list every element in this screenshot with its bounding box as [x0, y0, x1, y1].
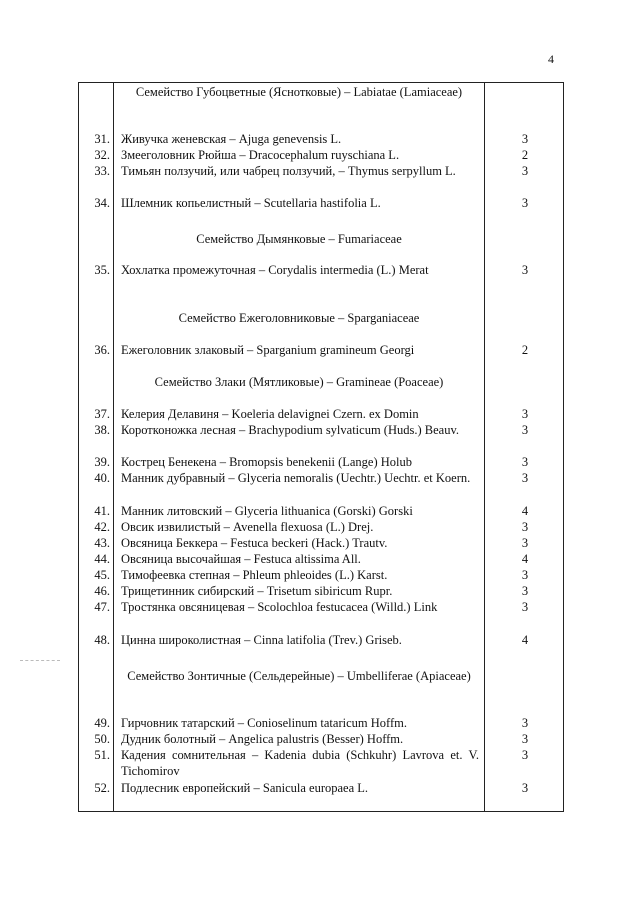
family-header-umbelliferae: Семейство Зонтичные (Сельдерейные) – Umbelliferae (Apiaceae): [127, 669, 471, 683]
row-number: 51.: [94, 748, 110, 762]
row-number: 50.: [94, 732, 110, 746]
category-value: 3: [521, 407, 529, 421]
species-name: Ежеголовник злаковый – Sparganium gramineum Georgi: [121, 343, 415, 357]
row-number: 42.: [94, 520, 110, 534]
category-value: 3: [521, 748, 529, 762]
category-value: 3: [521, 164, 529, 178]
category-value: 4: [521, 633, 529, 647]
row-number: 52.: [94, 781, 110, 795]
species-name: Кострец Бенекена – Bromopsis benekenii (Lange) Holub: [121, 455, 413, 469]
row-number: 33.: [94, 164, 110, 178]
species-name: Кадения сомнительная – Kadenia dubia (Schkuhr) Lavrova et. V. Tichomirov: [121, 748, 479, 778]
category-value: 2: [521, 343, 529, 357]
row-number: 34.: [94, 196, 110, 210]
category-value: 3: [521, 471, 529, 485]
row-number: 47.: [94, 600, 110, 614]
category-value: 4: [521, 504, 529, 518]
category-value: 3: [521, 196, 529, 210]
row-number: 40.: [94, 471, 110, 485]
species-name: Келерия Делавиня – Koeleria delavignei Czern. ex Domin: [121, 407, 419, 421]
species-name: Живучка женевская – Ajuga genevensis L.: [121, 132, 342, 146]
family-header-gramineae: Семейство Злаки (Мятликовые) – Gramineae (Poaceae): [154, 375, 444, 389]
family-header-sparganiaceae: Семейство Ежеголовниковые – Sparganiaceae: [178, 311, 420, 325]
row-number: 45.: [94, 568, 110, 582]
row-number: 37.: [94, 407, 110, 421]
species-name: Шлемник копьелистный – Scutellaria hastifolia L.: [121, 196, 381, 210]
species-name: Овсяница высочайшая – Festuca altissima All.: [121, 552, 361, 566]
category-value: 3: [521, 520, 529, 534]
category-value: 3: [521, 781, 529, 795]
row-number: 39.: [94, 455, 110, 469]
category-value: 3: [521, 584, 529, 598]
species-name: Манник дубравный – Glyceria nemoralis (Uechtr.) Uechtr. et Koern.: [121, 471, 471, 485]
family-header-labiatae: Семейство Губоцветные (Яснотковые) – Labiatae (Lamiaceae): [135, 85, 463, 99]
row-number: 38.: [94, 423, 110, 437]
row-number: 44.: [94, 552, 110, 566]
species-name: Тростянка овсяницевая – Scolochloa festucacea (Willd.) Link: [121, 600, 438, 614]
species-name: Трищетинник сибирский – Trisetum sibiricum Rupr.: [121, 584, 393, 598]
page-number: 4: [548, 52, 554, 66]
species-name: Тимофеевка степная – Phleum phleoides (L.) Karst.: [121, 568, 388, 582]
row-number: 32.: [94, 148, 110, 162]
column-divider: [113, 83, 114, 811]
species-name: Змееголовник Рюйша – Dracocephalum ruyschiana L.: [121, 148, 400, 162]
category-value: 3: [521, 455, 529, 469]
category-value: 3: [521, 423, 529, 437]
species-name: Хохлатка промежуточная – Corydalis intermedia (L.) Merat: [121, 263, 429, 277]
species-name: Коротконожка лесная – Brachypodium sylvaticum (Huds.) Beauv.: [121, 423, 460, 437]
category-value: 3: [521, 263, 529, 277]
row-number: 31.: [94, 132, 110, 146]
species-name: Подлесник европейский – Sanicula europaea L.: [121, 781, 369, 795]
category-value: 3: [521, 716, 529, 730]
column-divider: [484, 83, 485, 811]
row-number: 43.: [94, 536, 110, 550]
category-value: 3: [521, 568, 529, 582]
category-value: 2: [521, 148, 529, 162]
row-number: 49.: [94, 716, 110, 730]
category-value: 3: [521, 132, 529, 146]
row-number: 48.: [94, 633, 110, 647]
family-header-fumariaceae: Семейство Дымянковые – Fumariaceae: [196, 232, 402, 246]
species-name: Дудник болотный – Angelica palustris (Besser) Hoffm.: [121, 732, 404, 746]
species-name: Овсик извилистый – Avenella flexuosa (L.) Drej.: [121, 520, 374, 534]
row-number: 35.: [94, 263, 110, 277]
category-value: 3: [521, 732, 529, 746]
species-name: Овсяница Беккера – Festuca beckeri (Hack.) Trautv.: [121, 536, 388, 550]
species-name: Цинна широколистная – Cinna latifolia (Trev.) Griseb.: [121, 633, 402, 647]
row-number: 36.: [94, 343, 110, 357]
category-value: 3: [521, 600, 529, 614]
species-name: Тимьян ползучий, или чабрец ползучий, – Thymus serpyllum L.: [121, 164, 456, 178]
row-number: 41.: [94, 504, 110, 518]
species-name: Манник литовский – Glyceria lithuanica (Gorski) Gorski: [121, 504, 413, 518]
category-value: 3: [521, 536, 529, 550]
row-number: 46.: [94, 584, 110, 598]
scan-smudge: [20, 660, 60, 661]
category-value: 4: [521, 552, 529, 566]
species-name: Гирчовник татарский – Conioselinum tataricum Hoffm.: [121, 716, 407, 730]
species-table: [78, 82, 564, 812]
